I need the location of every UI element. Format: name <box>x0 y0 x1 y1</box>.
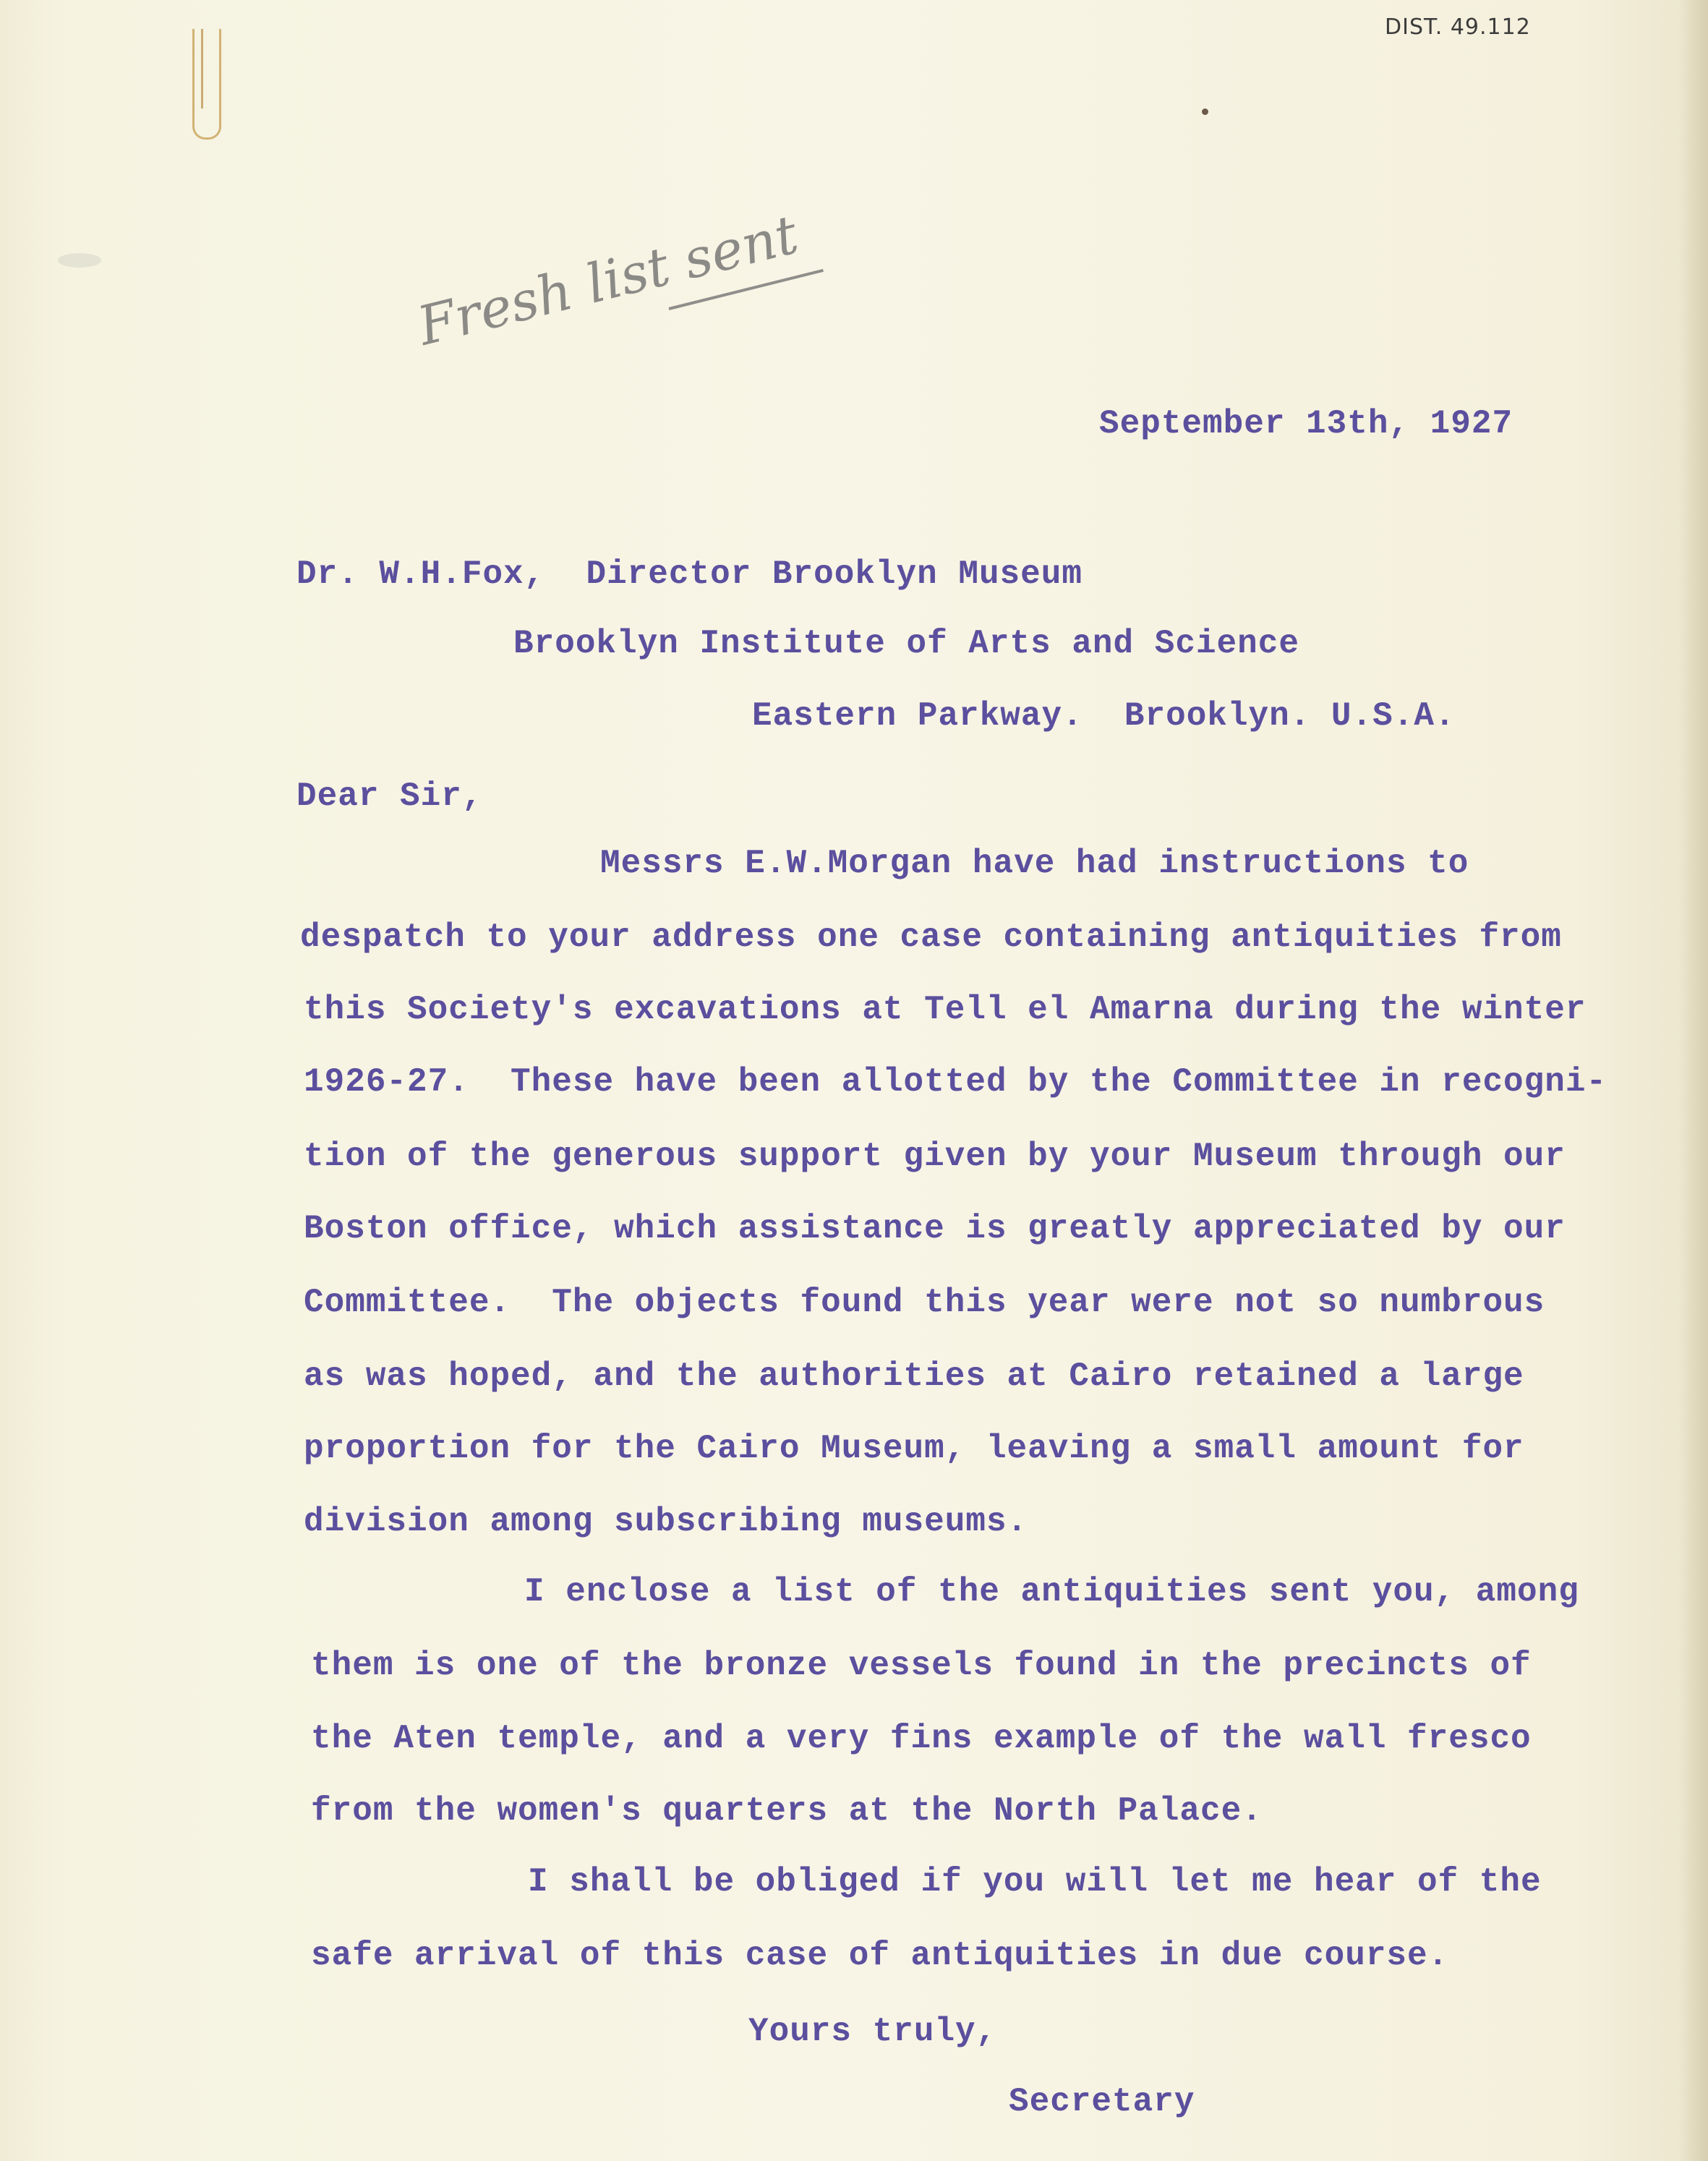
pencil-annotation: Fresh list sent <box>411 203 804 358</box>
body-line: I shall be obliged if you will let me hear of the <box>528 1863 1542 1901</box>
body-line: safe arrival of this case of antiquities in due course. <box>311 1937 1449 1974</box>
body-line: the Aten temple, and a very fins example of the wall fresco <box>311 1720 1532 1757</box>
body-line: tion of the generous support given by your Museum through our <box>304 1138 1566 1175</box>
salutation: Dear Sir, <box>296 777 483 815</box>
body-line: I enclose a list of the antiquities sent you, among <box>524 1573 1579 1611</box>
paper-smudge <box>58 253 101 268</box>
paperclip-mark-inner <box>201 29 212 108</box>
body-line: proportion for the Cairo Museum, leaving a small amount for <box>304 1430 1524 1467</box>
recipient-line-3: Eastern Parkway. Brooklyn. U.S.A. <box>752 697 1456 735</box>
body-line: Committee. The objects found this year were not so numbrous <box>304 1284 1545 1321</box>
body-line: Boston office, which assistance is greatly appreciated by our <box>304 1210 1566 1248</box>
catalog-number: DIST. 49.112 <box>1385 14 1531 40</box>
body-line: division among subscribing museums. <box>304 1503 1028 1540</box>
letter-date: September 13th, 1927 <box>1099 405 1513 443</box>
body-line: this Society's excavations at Tell el Amarna during the winter <box>304 991 1587 1028</box>
signature-title: Secretary <box>1009 2083 1195 2120</box>
recipient-line-2: Brooklyn Institute of Arts and Science <box>513 625 1299 662</box>
body-line: as was hoped, and the authorities at Cairo retained a large <box>304 1357 1524 1395</box>
body-line: from the women's quarters at the North Palace. <box>311 1792 1263 1830</box>
ink-spot <box>1202 108 1208 115</box>
recipient-line-1: Dr. W.H.Fox, Director Brooklyn Museum <box>296 555 1083 593</box>
body-line: them is one of the bronze vessels found in the precincts of <box>311 1647 1532 1684</box>
body-line: Messrs E.W.Morgan have had instructions to <box>600 845 1469 882</box>
body-line: 1926-27. These have been allotted by the Committee in recogni- <box>304 1063 1607 1101</box>
closing: Yours truly, <box>748 2013 997 2050</box>
body-line: despatch to your address one case containing antiquities from <box>300 918 1562 956</box>
